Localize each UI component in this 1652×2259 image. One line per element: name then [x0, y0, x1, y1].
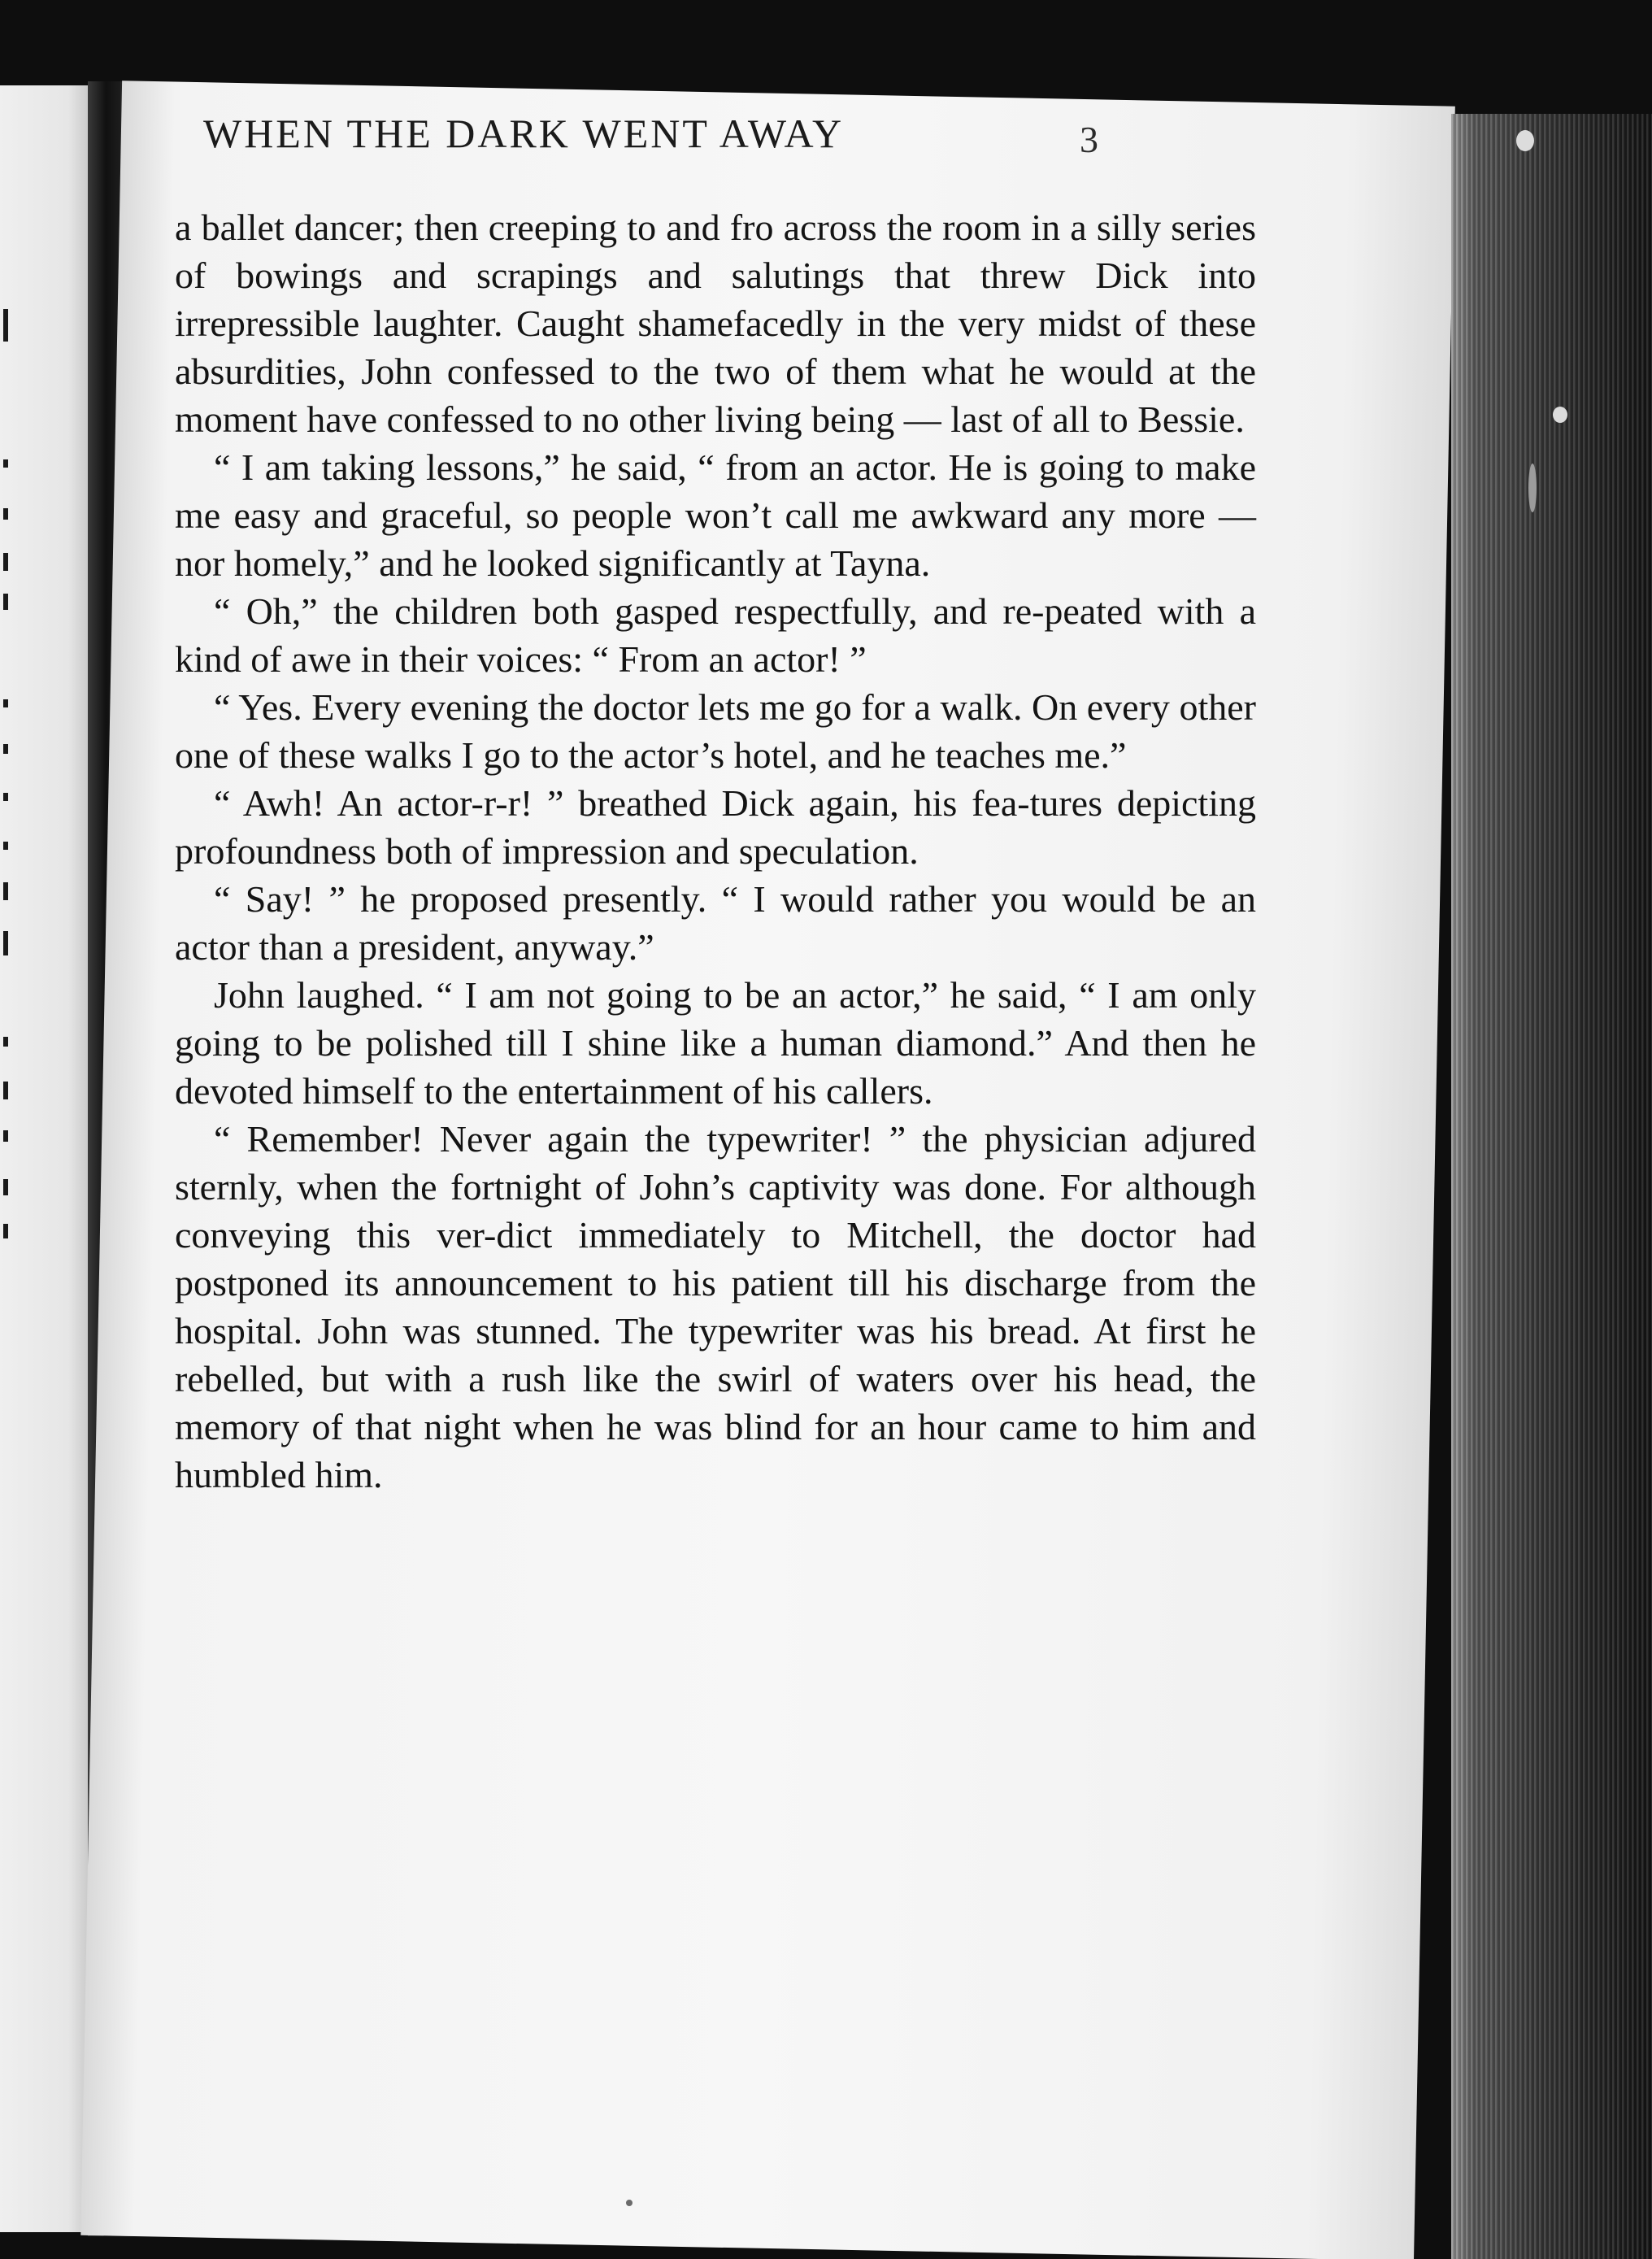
facing-page-glyph — [3, 553, 8, 571]
paragraph: “ Oh,” the children both gasped respectfully, and re-peated with a kind of awe in their voices: “ From an actor! ” — [175, 590, 1256, 680]
facing-page-glyph — [3, 699, 8, 707]
facing-page-glyph — [3, 594, 8, 610]
edge-blemish — [1528, 464, 1537, 512]
facing-page-glyph — [3, 744, 8, 754]
facing-page-glyph — [3, 1179, 8, 1195]
paragraph: “ Yes. Every evening the doctor lets me go for a walk. On every other one of these walks I go to the actor’s hotel, and he teaches me.” — [175, 686, 1256, 776]
facing-page-glyph — [3, 1130, 8, 1142]
facing-page-glyph — [3, 309, 8, 342]
running-head: WHEN THE DARK WENT AWAY — [203, 111, 845, 156]
paragraph: a ballet dancer; then creeping to and fro across the room in a silly series of bowings and scrapings and salutings that threw Dick into irrepressible laughter. Caught shamefacedly in the very midst of these absurdities, John confessed to the two of them what he would at the moment have confessed to no other living being — last of all to Bessie. — [175, 207, 1256, 440]
page-number: 3 — [1080, 119, 1098, 160]
paragraph: John laughed. “ I am not going to be an actor,” he said, “ I am only going to be polished till I shine like a human diamond.” And then he devoted himself to the entertainment of his callers. — [175, 974, 1256, 1112]
paragraph: “ Remember! Never again the typewriter! ” the physician adjured sternly, when the fortnight of John’s captivity was done. For although conveying this ver-dict immediately to Mitchell, the doctor had postponed its announcement to his patient till his discharge from the hospital. John was stunned. The typewriter was his bread. At first he rebelled, but with a rush like the swirl of waters over his head, the memory of that night when he was blind for an hour came to him and humbled him. — [175, 1118, 1256, 1495]
facing-page-glyph — [3, 1037, 8, 1047]
edge-blemish — [1516, 130, 1534, 151]
paper-fleck — [626, 2200, 633, 2206]
facing-page-glyph — [3, 1224, 8, 1238]
page-fore-edge — [1451, 114, 1652, 2259]
paragraph: “ I am taking lessons,” he said, “ from an actor. He is going to make me easy and graceful, so people won’t call me awkward any more — nor homely,” and he looked significantly at Tayna. — [175, 446, 1256, 584]
facing-page-glyph — [3, 931, 8, 955]
paragraph: “ Say! ” he proposed presently. “ I would rather you would be an actor than a president, anyway.” — [175, 878, 1256, 968]
facing-page-glyph — [3, 793, 8, 801]
body-text — [175, 203, 1256, 1499]
facing-page-glyph — [3, 882, 8, 900]
facing-page-glyph — [3, 508, 8, 520]
edge-blemish — [1553, 407, 1567, 423]
facing-page-edge — [0, 85, 98, 2232]
facing-page-glyph — [3, 1082, 8, 1099]
paragraph: “ Awh! An actor-r-r! ” breathed Dick again, his fea-tures depicting profoundness both of impression and speculation. — [175, 782, 1256, 872]
facing-page-glyph — [3, 459, 8, 468]
facing-page-glyph — [3, 842, 8, 850]
